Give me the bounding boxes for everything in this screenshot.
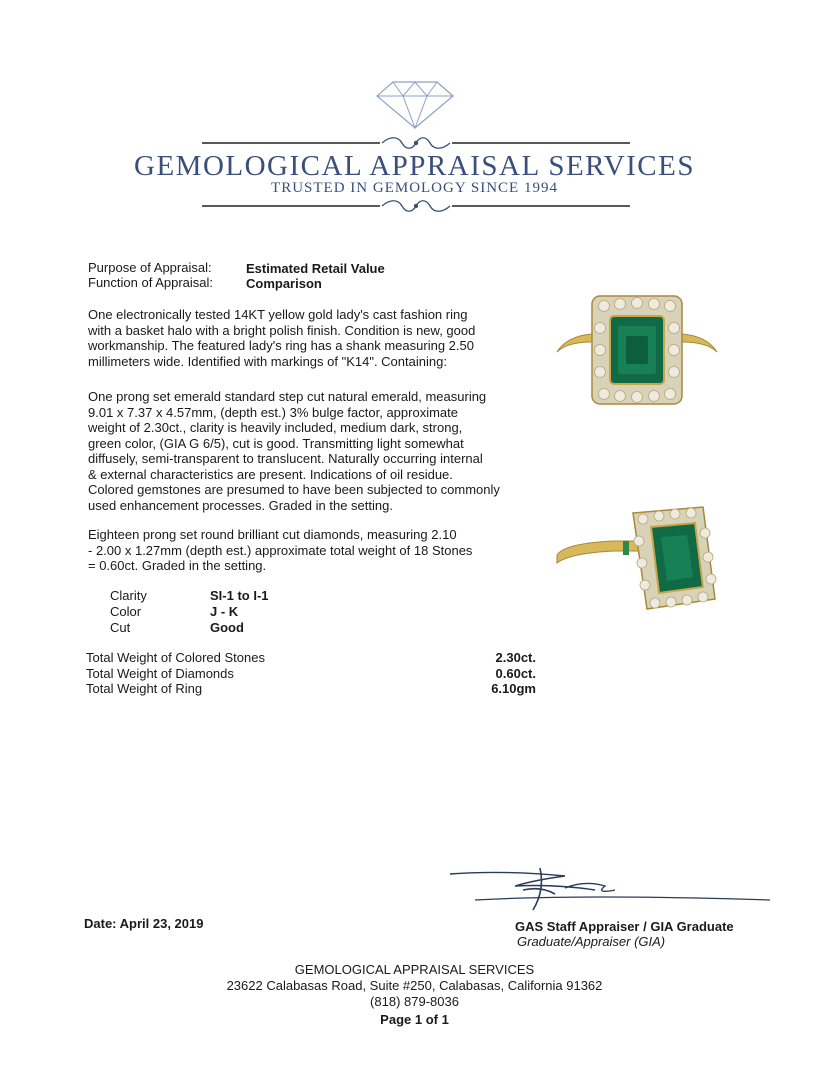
ring-line: with a basket halo with a bright polish finish. Condition is new, good <box>88 322 476 338</box>
grading-label: Clarity <box>110 588 147 603</box>
ring-line: millimeters wide. Identified with markings of "K14". Containing: <box>88 353 447 369</box>
totals-label: Total Weight of Colored Stones <box>86 650 265 665</box>
ring-line: One electronically tested 14KT yellow gold lady's cast fashion ring <box>88 307 468 322</box>
grading-value: J - K <box>210 604 239 619</box>
top-divider-ornament <box>202 136 630 150</box>
appraisal-date: Date: April 23, 2019 <box>84 916 204 931</box>
emerald-line: One prong set emerald standard step cut natural emerald, measuring <box>88 389 487 404</box>
grading-row-cut <box>110 620 269 636</box>
grading-value: Good <box>210 620 244 635</box>
grading-table <box>110 588 269 636</box>
ring-photo-side <box>555 505 725 615</box>
totals-value: 0.60ct. <box>495 665 536 681</box>
appraiser-signature <box>445 860 775 920</box>
page-number: Page 1 of 1 <box>380 1012 449 1027</box>
appraiser-subtitle: Graduate/Appraiser (GIA) <box>517 934 666 949</box>
emerald-line: 9.01 x 7.37 x 4.57mm, (depth est.) 3% bulge factor, approximate <box>88 404 458 420</box>
diamond-line: = 0.60ct. Graded in the setting. <box>88 558 267 573</box>
appraiser-title: GAS Staff Appraiser / GIA Graduate <box>515 919 734 934</box>
footer-company: GEMOLOGICAL APPRAISAL SERVICES <box>294 962 535 977</box>
diamond-line: Eighteen prong set round brilliant cut diamonds, measuring 2.10 <box>88 527 457 542</box>
footer-phone: (818) 879-8036 <box>370 994 459 1009</box>
grading-row-clarity <box>110 588 269 604</box>
grading-label: Color <box>110 604 142 619</box>
emerald-description <box>88 389 528 513</box>
diamond-logo-icon <box>375 80 455 130</box>
ring-description <box>88 307 528 369</box>
emerald-line: used enhancement processes. Graded in the setting. <box>88 497 393 513</box>
ring-line: workmanship. The featured lady's ring has a shank measuring 2.50 <box>88 338 474 353</box>
emerald-line: weight of 2.30ct., clarity is heavily included, medium dark, strong, <box>88 420 463 435</box>
emerald-line: Colored gemstones are presumed to have been subjected to commonly <box>88 482 500 497</box>
footer-address: 23622 Calabasas Road, Suite #250, Calabasas, California 91362 <box>226 978 603 993</box>
purpose-value: Estimated Retail Value <box>246 261 385 276</box>
grading-label: Cut <box>110 620 131 635</box>
grading-row-color <box>110 604 269 620</box>
totals-label: Total Weight of Diamonds <box>86 665 234 681</box>
emerald-line: diffusely, semi-transparent to translucent. Naturally occurring internal <box>88 451 483 466</box>
company-logo-title: GEMOLOGICAL APPRAISAL SERVICES <box>134 150 695 182</box>
emerald-line: green color, (GIA G 6/5), cut is good. Transmitting light somewhat <box>88 435 464 451</box>
diamond-line: - 2.00 x 1.27mm (depth est.) approximate total weight of 18 Stones <box>88 542 473 558</box>
totals-label: Total Weight of Ring <box>86 681 203 696</box>
bottom-divider-ornament <box>202 198 630 214</box>
function-label: Function of Appraisal: <box>88 275 214 290</box>
ring-photo-top <box>552 290 722 410</box>
totals-value: 6.10gm <box>491 681 536 696</box>
totals-row <box>86 650 536 666</box>
purpose-label: Purpose of Appraisal: <box>88 260 212 275</box>
totals-value: 2.30ct. <box>495 650 536 665</box>
totals-row <box>86 666 536 682</box>
emerald-line: & external characteristics are present. Indications of oil residue. <box>88 466 453 482</box>
totals-row <box>86 681 536 697</box>
totals-table <box>86 650 536 697</box>
company-tagline: TRUSTED IN GEMOLOGY SINCE 1994 <box>271 180 558 196</box>
grading-value: SI-1 to I-1 <box>210 588 269 603</box>
diamond-description <box>88 527 528 574</box>
function-value: Comparison <box>246 276 322 291</box>
